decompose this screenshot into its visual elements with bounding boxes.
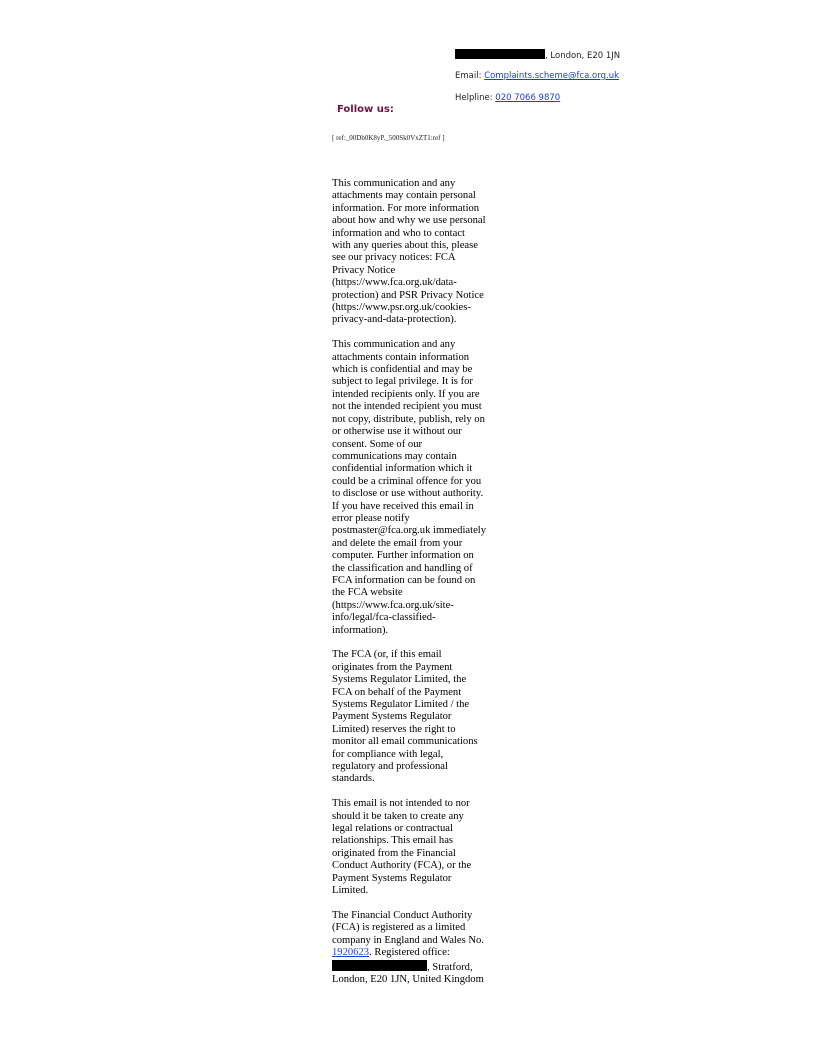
confidentiality-paragraph: This communication and any attachments contain information which is confidential and may be subject to legal privilege. It is for intended recipients only. If you are not the intended recipient you must not copy, distribute, publish, rely on or otherwise use it without our consent. Some of our communications may contain confidential information which it could be a criminal offence for you to disclose or use without authority. If you have received this email in error please notify postmaster@fca.org.uk immediately and delete the email from your computer. Further information on the classification and handling of FCA information can be found on the FCA website (https://www.fca.org.uk/site-info/legal/fca-classified-information). xyxy=(332,339,487,636)
email-label: Email: xyxy=(455,71,485,81)
address-suffix: , London, E20 1JN xyxy=(545,51,621,61)
email-line xyxy=(455,71,619,81)
registration-intro: The Financial Conduct Authority (FCA) is registered as a limited company in England and Wales No. xyxy=(332,909,484,946)
registered-office-suffix: , Stratford, London, E20 1JN, United Kingdom xyxy=(332,961,484,985)
company-number-link[interactable]: 1920623 xyxy=(332,947,370,959)
privacy-paragraph: This communication and any attachments may contain personal information. For more information about how and why we use personal information and who to contact with any queries about this, please see our privacy notices: FCA Privacy Notice (https://www.fca.org.uk/data-protection) and PSR Privacy Notice (https://www.psr.org.uk/cookies-privacy-and-data-protection). xyxy=(332,178,486,326)
helpline-label: Helpline: xyxy=(455,93,496,103)
address-line xyxy=(455,49,620,61)
registered-office-label: . Registered office: xyxy=(369,947,450,959)
redaction-box xyxy=(332,960,427,971)
helpline-link[interactable]: 020 7066 9870 xyxy=(495,93,561,103)
reference-id: [ ref:_00Db0K8yP._500Sk0VxZT1:ref ] xyxy=(332,134,445,142)
email-link[interactable]: Complaints.scheme@fca.org.uk xyxy=(484,71,620,81)
redaction-box xyxy=(455,49,545,59)
helpline-line xyxy=(455,93,560,103)
disclaimer xyxy=(332,178,486,999)
follow-us-heading: Follow us: xyxy=(337,104,394,115)
registration-paragraph xyxy=(332,910,486,986)
legal-relations-paragraph: This email is not intended to nor should it be taken to create any legal relations or contractual relationships. This email has originated from the Financial Conduct Authority (FCA), or the Payment Systems Regulator Limited. xyxy=(332,798,472,897)
monitoring-paragraph: The FCA (or, if this email originates from the Payment Systems Regulator Limited, the FCA on behalf of the Payment Systems Regulator Limited / the Payment Systems Regulator Limited) reserves the right to monitor all email communications for compliance with legal, regulatory and professional standards. xyxy=(332,649,478,785)
